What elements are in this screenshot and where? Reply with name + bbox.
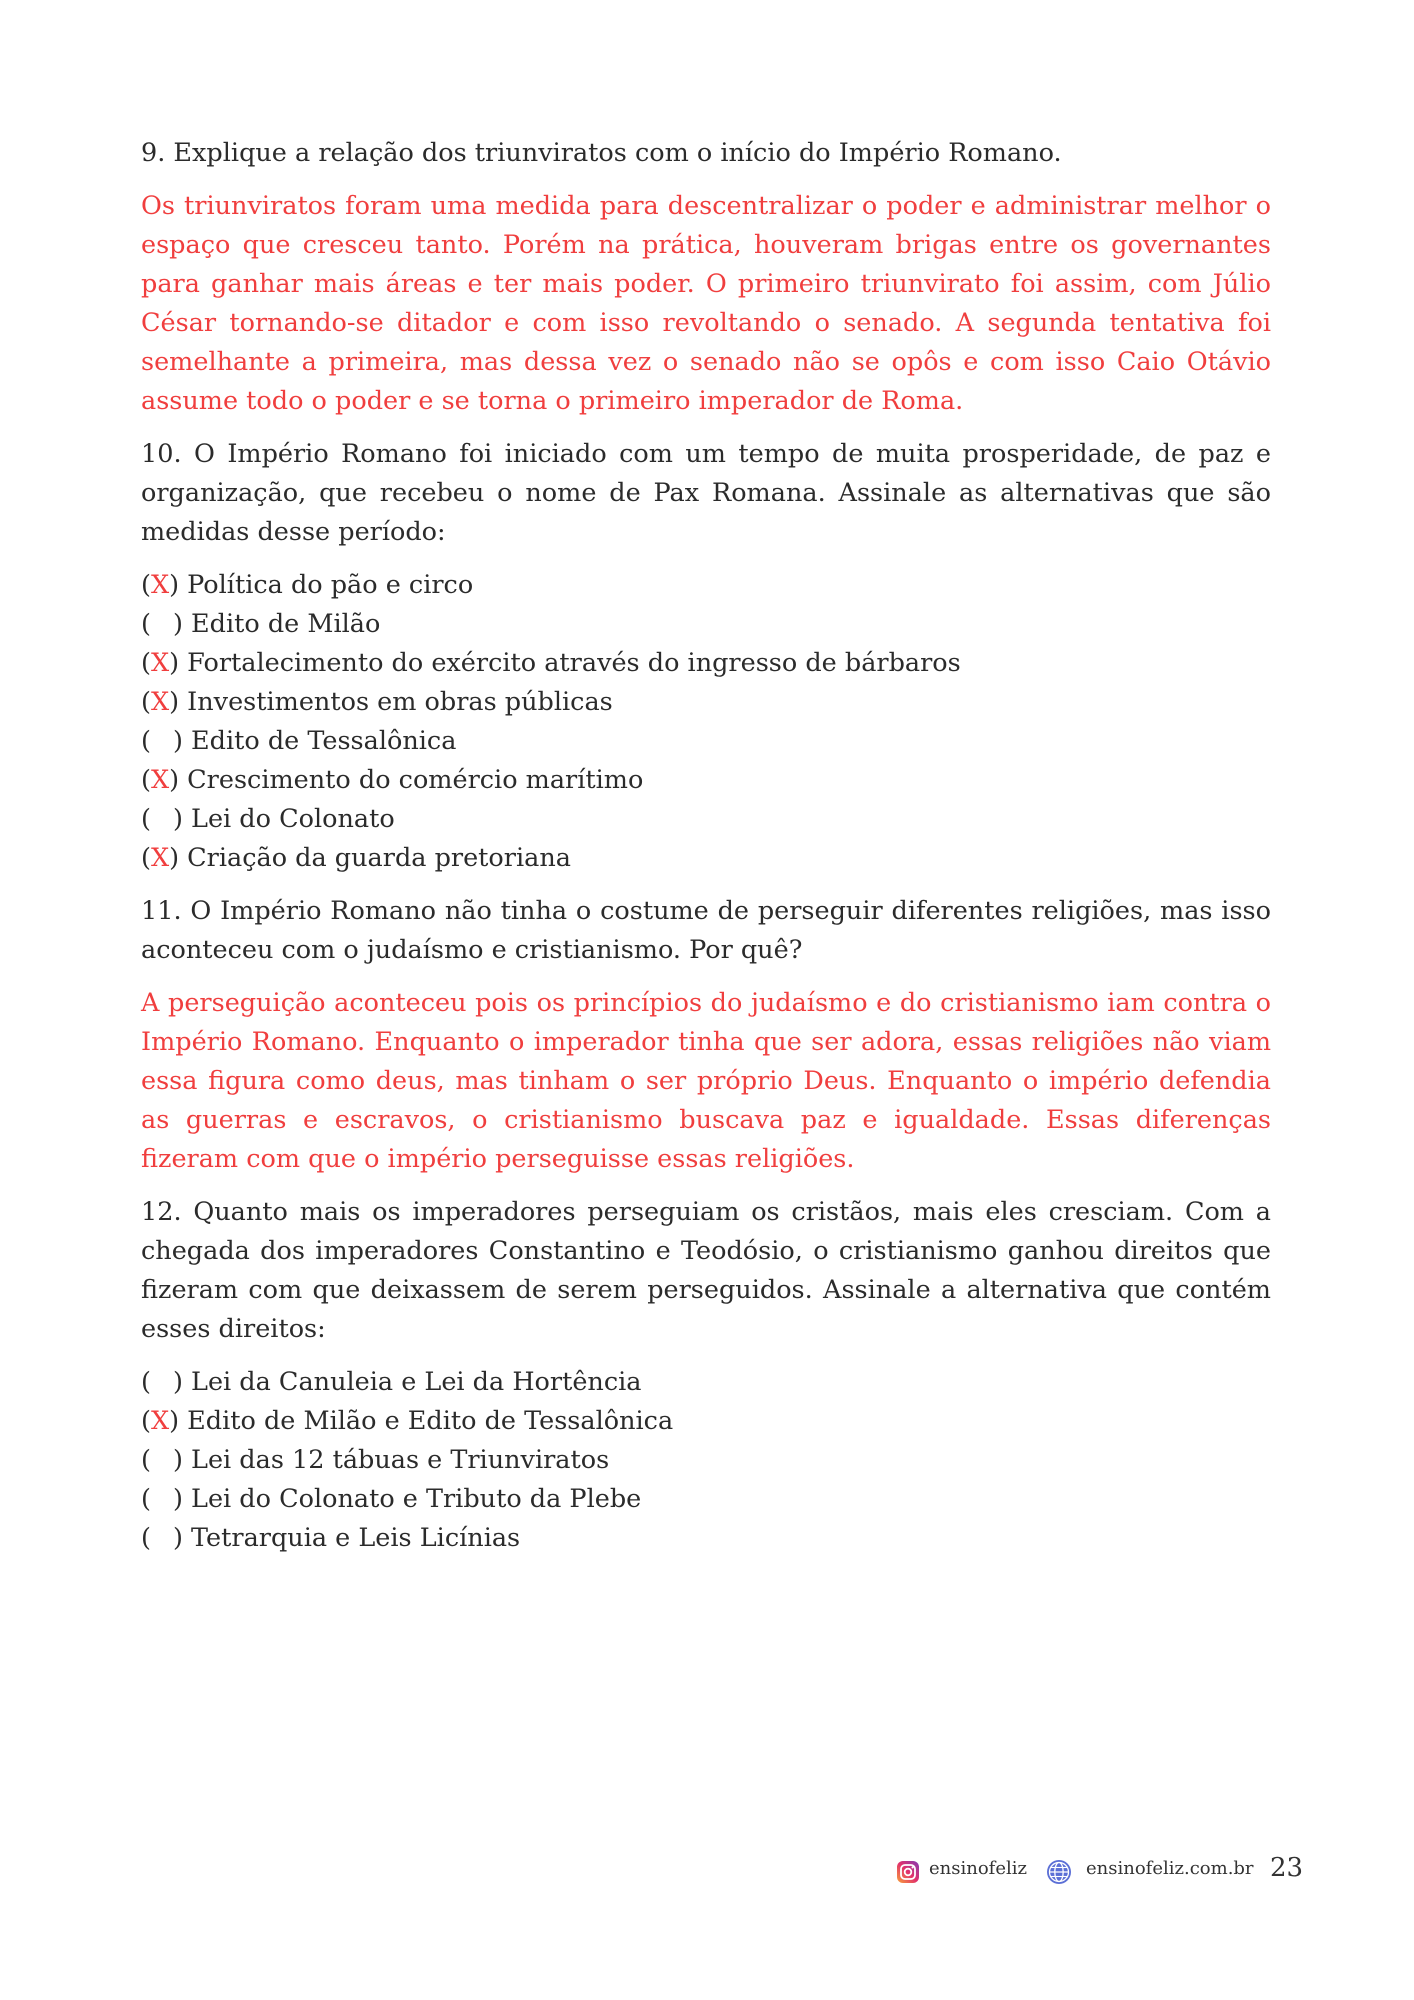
option-mark: X bbox=[150, 1406, 170, 1436]
website-link[interactable]: ensinofeliz.com.br bbox=[1086, 1858, 1254, 1879]
options-10 bbox=[141, 566, 1271, 878]
answer-9: Os triunviratos foram uma medida para descentralizar o poder e administrar melhor o espaço que cresceu tanto. Porém na prática, houveram brigas entre os governantes para ganhar mais áreas e ter mais poder. O primeiro triunvirato foi assim, com Júlio César tornando-se ditador e com isso revoltando o senado. A segunda tentativa foi semelhante a primeira, mas dessa vez o senado não se opôs e com isso Caio Otávio assume todo o poder e se torna o primeiro imperador de Roma. bbox=[141, 191, 1271, 416]
option-label: Lei do Colonato bbox=[191, 804, 395, 834]
instagram-icon[interactable] bbox=[896, 1860, 920, 1884]
option-label: Fortalecimento do exército através do ingresso de bárbaros bbox=[187, 648, 961, 678]
option-label: Investimentos em obras públicas bbox=[187, 687, 613, 717]
option-item[interactable]: ( ) Lei do Colonato e Tributo da Plebe bbox=[141, 1484, 642, 1514]
option-item[interactable]: ( ) Lei do Colonato bbox=[141, 804, 395, 834]
option-label: Lei do Colonato e Tributo da Plebe bbox=[191, 1484, 642, 1514]
option-label: Política do pão e circo bbox=[187, 570, 474, 600]
option-label: Crescimento do comércio marítimo bbox=[187, 765, 644, 795]
options-12 bbox=[141, 1363, 1271, 1558]
option-item[interactable]: ( ) Tetrarquia e Leis Licínias bbox=[141, 1523, 521, 1553]
option-item[interactable]: (X) Crescimento do comércio marítimo bbox=[141, 765, 644, 795]
option-mark: X bbox=[150, 843, 170, 873]
option-item[interactable]: (X) Fortalecimento do exército através do ingresso de bárbaros bbox=[141, 648, 961, 678]
question-11: 11. O Império Romano não tinha o costume de perseguir diferentes religiões, mas isso aconteceu com o judaísmo e cristianismo. Por quê? bbox=[141, 896, 1271, 965]
page-number: 23 bbox=[1270, 1853, 1304, 1883]
option-mark: X bbox=[150, 687, 170, 717]
option-label: Edito de Milão e Edito de Tessalônica bbox=[187, 1406, 674, 1436]
option-label: Lei das 12 tábuas e Triunviratos bbox=[191, 1445, 610, 1475]
option-label: Edito de Tessalônica bbox=[191, 726, 457, 756]
option-item[interactable]: ( ) Lei da Canuleia e Lei da Hortência bbox=[141, 1367, 642, 1397]
option-item[interactable]: ( ) Edito de Milão bbox=[141, 609, 381, 639]
option-mark: X bbox=[150, 648, 170, 678]
option-item[interactable]: ( ) Lei das 12 tábuas e Triunviratos bbox=[141, 1445, 610, 1475]
option-item[interactable]: (X) Criação da guarda pretoriana bbox=[141, 843, 571, 873]
option-mark: X bbox=[150, 765, 170, 795]
option-label: Edito de Milão bbox=[191, 609, 381, 639]
page-content bbox=[141, 134, 1271, 1572]
option-mark: X bbox=[150, 570, 170, 600]
instagram-handle[interactable]: ensinofeliz bbox=[929, 1858, 1027, 1879]
option-label: Tetrarquia e Leis Licínias bbox=[191, 1523, 521, 1553]
option-label: Lei da Canuleia e Lei da Hortência bbox=[191, 1367, 642, 1397]
question-12: 12. Quanto mais os imperadores perseguiam os cristãos, mais eles cresciam. Com a chegada dos imperadores Constantino e Teodósio, o cristianismo ganhou direitos que fizeram com que deixassem de serem perseguidos. Assinale a alternativa que contém esses direitos: bbox=[141, 1197, 1271, 1344]
globe-icon[interactable] bbox=[1046, 1859, 1072, 1885]
option-item[interactable]: (X) Investimentos em obras públicas bbox=[141, 687, 613, 717]
option-item[interactable]: (X) Política do pão e circo bbox=[141, 570, 474, 600]
option-item[interactable]: ( ) Edito de Tessalônica bbox=[141, 726, 457, 756]
question-9: 9. Explique a relação dos triunviratos com o início do Império Romano. bbox=[141, 138, 1062, 168]
option-label: Criação da guarda pretoriana bbox=[187, 843, 571, 873]
page-footer bbox=[0, 1852, 1414, 1892]
answer-11: A perseguição aconteceu pois os princípios do judaísmo e do cristianismo iam contra o Império Romano. Enquanto o imperador tinha que ser adora, essas religiões não viam essa figura como deus, mas tinham o ser próprio Deus. Enquanto o império defendia as guerras e escravos, o cristianismo buscava paz e igualdade. Essas diferenças fizeram com que o império perseguisse essas religiões. bbox=[141, 988, 1271, 1174]
option-item[interactable]: (X) Edito de Milão e Edito de Tessalônica bbox=[141, 1406, 674, 1436]
question-10: 10. O Império Romano foi iniciado com um tempo de muita prosperidade, de paz e organização, que recebeu o nome de Pax Romana. Assinale as alternativas que são medidas desse período: bbox=[141, 439, 1271, 547]
